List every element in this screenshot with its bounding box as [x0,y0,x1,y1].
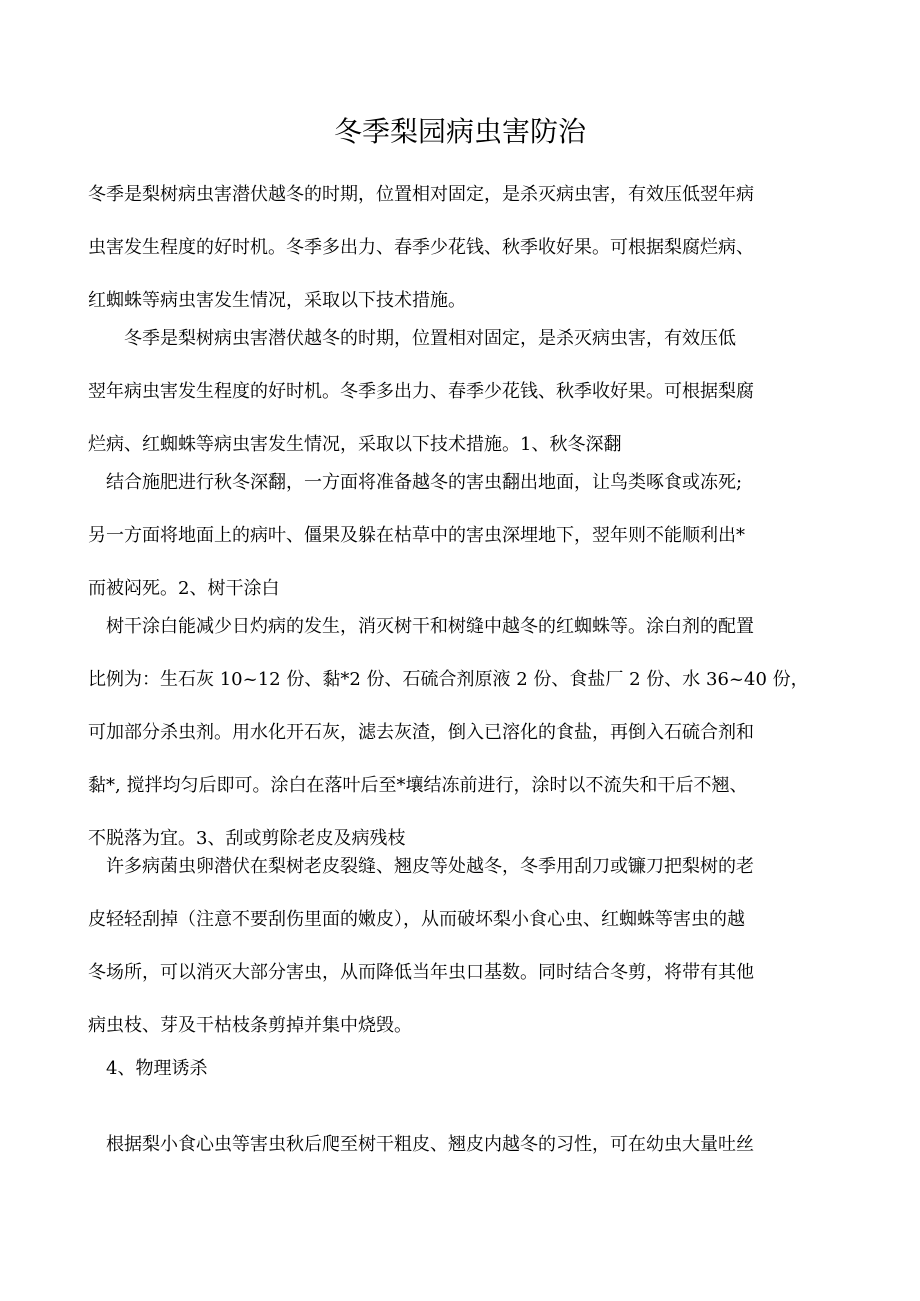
paragraph-repeat-intro [88,312,834,471]
text-line: 冬场所，可以消灭大部分害虫，从而降低当年虫口基数。同时结合冬剪，将带有其他 [88,962,754,983]
text-line: 翌年病虫害发生程度的好时机。冬季多出力、春季少花钱、秋季收好果。可根据梨腐 [88,381,754,402]
section-heading-physical-trapping [88,1042,834,1095]
text-line: 比例为：生石灰 10~12 份、黏*2 份、石硫合剂原液 2 份、食盐厂 2 份、水 36~40 份， [88,669,809,690]
text-line: 根据梨小食心虫等害虫秋后爬至树干粗皮、翘皮内越冬的习性，可在幼虫大量吐丝 [88,1134,754,1155]
page-title: 冬季梨园病虫害防治 [333,115,586,148]
text-line: 树干涂白能减少日灼病的发生，消灭树干和树缝中越冬的红蜘蛛等。涂白剂的配置 [88,616,754,637]
paragraph-bark-removal [88,840,834,1052]
text-line: 另一方面将地面上的病叶、僵果及躲在枯草中的害虫深埋地下，翌年则不能顺利出* [88,525,745,546]
text-line: 不脱落为宜。3、刮或剪除老皮及病残枝 [88,828,406,849]
text-line: 虫害发生程度的好时机。冬季多出力、春季少花钱、秋季收好果。可根据梨腐烂病、 [88,237,754,258]
text-line: 许多病菌虫卵潜伏在梨树老皮裂缝、翘皮等处越冬，冬季用刮刀或镰刀把梨树的老 [88,856,754,877]
paragraph-intro [88,168,834,327]
text-line: 皮轻轻刮掉（注意不要刮伤里面的嫩皮），从而破坏梨小食心虫、红蜘蛛等害虫的越 [88,909,745,930]
text-line: 烂病、红蜘蛛等病虫害发生情况，采取以下技术措施。1、秋冬深翻 [88,434,622,455]
paragraph-physical-trapping [88,1118,834,1171]
text-line: 结合施肥进行秋冬深翻，一方面将准备越冬的害虫翻出地面，让鸟类啄食或冻死; [88,472,743,493]
text-line: 黏*, 搅拌均匀后即可。涂白在落叶后至*壤结冻前进行，涂时以不流失和干后不翘、 [88,775,748,796]
text-line: 红蜘蛛等病虫害发生情况，采取以下技术措施。 [88,290,466,311]
text-line: 病虫枝、芽及干枯枝条剪掉并集中烧毁。 [88,1015,412,1036]
text-line: 可加部分杀虫剂。用水化开石灰，滤去灰渣，倒入已溶化的食盐，再倒入石硫合剂和 [88,722,754,743]
paragraph-deep-tillage [88,456,834,615]
text-line: 4、物理诱杀 [88,1058,208,1079]
text-line: 冬季是梨树病虫害潜伏越冬的时期，位置相对固定，是杀灭病虫害，有效压低翌年病 [88,184,754,205]
text-line: 而被闷死。2、树干涂白 [88,578,280,599]
text-line: 冬季是梨树病虫害潜伏越冬的时期，位置相对固定，是杀灭病虫害，有效压低 [88,328,736,349]
paragraph-trunk-whitening [88,600,834,865]
